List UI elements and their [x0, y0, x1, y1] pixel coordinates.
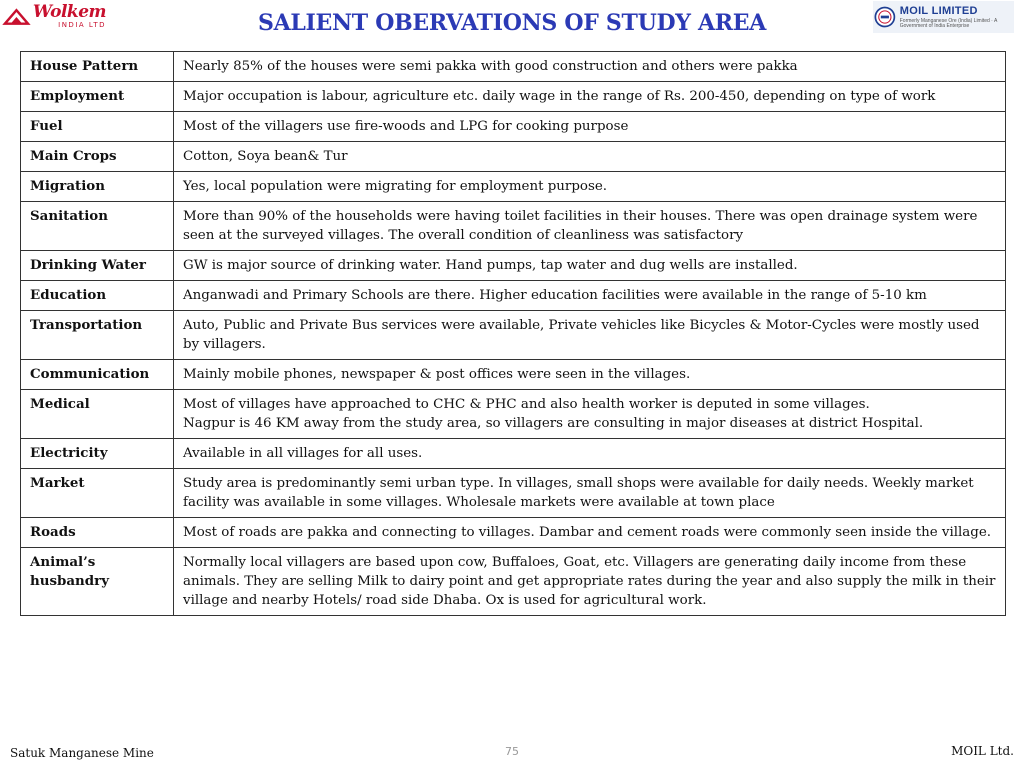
moil-logo — [873, 1, 1014, 33]
table-row — [21, 518, 1006, 548]
table-row — [21, 202, 1006, 251]
table-row — [21, 52, 1006, 82]
table-row — [21, 311, 1006, 360]
row-observation: Nearly 85% of the houses were semi pakka with good construction and others were pakka — [174, 52, 1006, 82]
moil-emblem-icon — [874, 1, 896, 33]
row-parameter: Medical — [21, 390, 174, 439]
moil-logo-tagline: Formerly Manganese Ore (India) Limited · A Government of India Enterprise — [899, 17, 998, 29]
row-parameter: Communication — [21, 360, 174, 390]
row-observation: Normally local villagers are based upon cow, Buffaloes, Goat, etc. Villagers are generating daily income from these animals. They are selling Milk to dairy point and get appropriate rates during the year and also supply the milk in their village and nearby Hotels/ road side Dhaba. Ox is used for agricultural work. — [174, 548, 1006, 616]
observations-table — [20, 51, 1006, 616]
table-row — [21, 112, 1006, 142]
table-row — [21, 360, 1006, 390]
row-observation: Auto, Public and Private Bus services were available, Private vehicles like Bicycles & Motor-Cycles were mostly used by villagers. — [174, 311, 1006, 360]
row-observation: Most of roads are pakka and connecting to villages. Dambar and cement roads were commonly seen inside the village. — [174, 518, 1006, 548]
row-observation: Major occupation is labour, agriculture etc. daily wage in the range of Rs. 200-450, depending on type of work — [174, 82, 1006, 112]
row-parameter: Fuel — [21, 112, 174, 142]
row-parameter: Main Crops — [21, 142, 174, 172]
row-observation: Mainly mobile phones, newspaper & post offices were seen in the villages. — [174, 360, 1006, 390]
table-row — [21, 251, 1006, 281]
wolkem-logo-brand: Wolkem — [32, 1, 106, 22]
row-observation: Most of the villagers use fire-woods and LPG for cooking purpose — [174, 112, 1006, 142]
moil-logo-name: MOIL LIMITED — [899, 4, 978, 17]
row-parameter: Migration — [21, 172, 174, 202]
observations-table-body — [21, 52, 1006, 616]
row-parameter: Sanitation — [21, 202, 174, 251]
table-row — [21, 142, 1006, 172]
table-row — [21, 281, 1006, 311]
footer-page-number: 75 — [505, 745, 519, 758]
row-parameter: Roads — [21, 518, 174, 548]
row-observation: GW is major source of drinking water. Hand pumps, tap water and dug wells are installed. — [174, 251, 1006, 281]
table-row — [21, 390, 1006, 439]
row-observation: Study area is predominantly semi urban type. In villages, small shops were available for daily needs. Weekly market facility was available in some villages. Wholesale markets were available at town place — [174, 469, 1006, 518]
row-parameter: Education — [21, 281, 174, 311]
row-observation: Cotton, Soya bean& Tur — [174, 142, 1006, 172]
row-parameter: Electricity — [21, 439, 174, 469]
table-row — [21, 439, 1006, 469]
table-row — [21, 172, 1006, 202]
table-row — [21, 548, 1006, 616]
row-observation: Available in all villages for all uses. — [174, 439, 1006, 469]
row-observation: Yes, local population were migrating for employment purpose. — [174, 172, 1006, 202]
table-row — [21, 82, 1006, 112]
row-observation: Anganwadi and Primary Schools are there. Higher education facilities were available in the range of 5-10 km — [174, 281, 1006, 311]
row-parameter: Animal’s husbandry — [21, 548, 174, 616]
row-parameter: Transportation — [21, 311, 174, 360]
table-row — [21, 469, 1006, 518]
wolkem-logo-sub: INDIA LTD — [58, 20, 106, 29]
page-title: SALIENT OBERVATIONS OF STUDY AREA — [258, 10, 766, 36]
row-parameter: House Pattern — [21, 52, 174, 82]
row-parameter: Drinking Water — [21, 251, 174, 281]
footer-company: MOIL Ltd. — [951, 744, 1014, 758]
footer-project-name: Satuk Manganese Mine — [10, 746, 154, 760]
row-parameter: Market — [21, 469, 174, 518]
row-observation: Most of villages have approached to CHC & PHC and also health worker is deputed in some villages. Nagpur is 46 KM away from the study area, so villagers are consulting in major diseases at district Hospital. — [174, 390, 1006, 439]
row-parameter: Employment — [21, 82, 174, 112]
row-observation: More than 90% of the households were having toilet facilities in their houses. There was open drainage system were seen at the surveyed villages. The overall condition of cleanliness was satisfactory — [174, 202, 1006, 251]
